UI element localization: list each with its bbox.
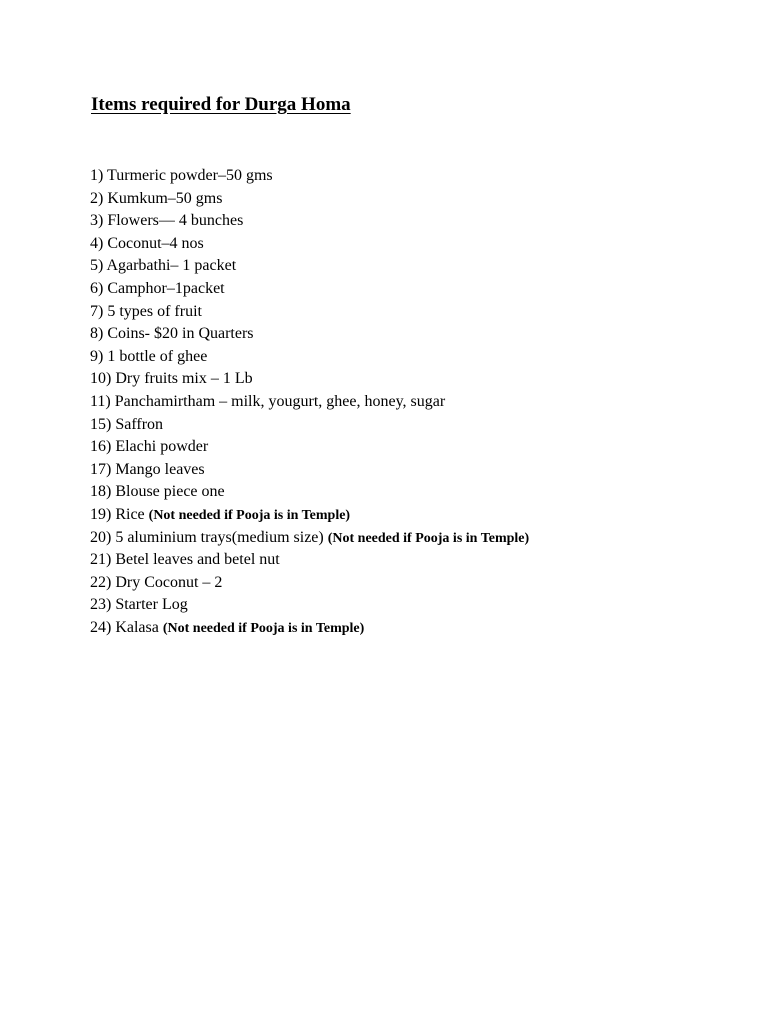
list-item: [90, 255, 529, 278]
list-item: [90, 572, 529, 595]
item-text: 5) Agarbathi– 1 packet: [90, 257, 237, 275]
item-text: 10) Dry fruits mix – 1 Lb: [90, 370, 253, 388]
item-text: 20) 5 aluminium trays(medium size): [90, 528, 328, 546]
list-item: [90, 481, 529, 504]
item-text: 16) Elachi powder: [90, 438, 209, 456]
temple-note: (Not needed if Pooja is in Temple): [327, 530, 530, 546]
item-text: 8) Coins- $20 in Quarters: [90, 325, 254, 343]
list-item: [90, 617, 529, 640]
item-text: 23) Starter Log: [90, 596, 188, 614]
item-text: 6) Camphor–1packet: [90, 279, 225, 297]
list-item: [90, 368, 529, 391]
item-text: 11) Panchamirtham – milk, yougurt, ghee, honey, sugar: [90, 392, 446, 410]
item-text: 22) Dry Coconut – 2: [90, 573, 223, 591]
list-item: [90, 188, 529, 211]
list-item: [90, 210, 529, 233]
item-text: 18) Blouse piece one: [90, 483, 225, 501]
list-item: [90, 391, 529, 414]
list-item: [90, 504, 529, 527]
temple-note: (Not needed if Pooja is in Temple): [162, 620, 365, 636]
item-text: 21) Betel leaves and betel nut: [90, 551, 280, 569]
item-text: 17) Mango leaves: [90, 460, 205, 478]
item-text: 2) Kumkum–50 gms: [90, 189, 223, 207]
list-item: [90, 278, 529, 301]
item-text: 9) 1 bottle of ghee: [90, 347, 208, 365]
list-item: [90, 165, 529, 188]
item-text: 1) Turmeric powder–50 gms: [90, 167, 273, 184]
item-text: 19) Rice: [90, 505, 149, 523]
items-list: [90, 165, 529, 639]
list-item: [90, 549, 529, 572]
list-item: [90, 436, 529, 459]
temple-note: (Not needed if Pooja is in Temple): [148, 507, 351, 523]
list-item: [90, 301, 529, 324]
document-title: Items required for Durga Homa: [91, 94, 351, 115]
item-text: 7) 5 types of fruit: [90, 302, 202, 320]
item-text: 24) Kalasa: [90, 618, 163, 636]
list-item: [90, 459, 529, 482]
list-item: [90, 594, 529, 617]
item-text: 15) Saffron: [90, 415, 164, 433]
list-item: [90, 323, 529, 346]
item-text: 3) Flowers— 4 bunches: [90, 212, 244, 230]
item-text: 4) Coconut–4 nos: [90, 234, 204, 252]
list-item: [90, 233, 529, 256]
list-item: [90, 414, 529, 437]
list-item: [90, 527, 529, 550]
list-item: [90, 346, 529, 369]
